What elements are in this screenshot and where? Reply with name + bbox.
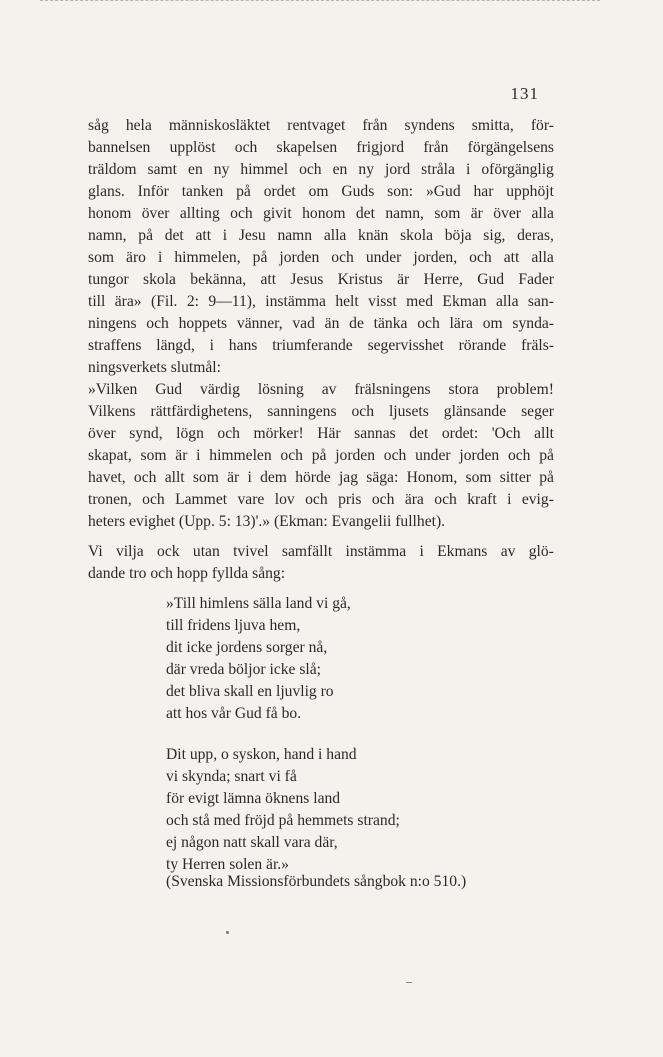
text-line: dande tro och hopp fyllda sång: (88, 565, 286, 582)
poem-line: ty Herren solen är.» (166, 856, 289, 873)
poem-line: där vreda böljor icke slå; (166, 661, 322, 678)
text-line: Vi vilja ock utan tvivel samfällt instämma i Ekmans av glö- (88, 543, 554, 560)
text-line: såg hela människosläktet rentvaget från syndens smitta, för- (88, 117, 554, 134)
text-line: namn, på det att i Jesu namn alla knän skola böja sig, deras, (88, 227, 554, 244)
quote-paragraph (88, 379, 554, 533)
paragraph-1 (88, 115, 554, 379)
poem-line: och stå med fröjd på hemmets strand; (166, 812, 400, 829)
body-text (88, 115, 554, 585)
poem-stanza-1 (166, 593, 546, 725)
text-line: straffens längd, i hans triumferande segervisshet rörande fräls- (88, 337, 554, 354)
stanza-gap (166, 725, 546, 744)
text-line: bannelsen upplöst och skapelsen frigjord från förgängelsens (88, 139, 554, 156)
paper-speck (226, 931, 229, 934)
text-line: till ära» (Fil. 2: 9—11), instämma helt visst med Ekman alla san- (88, 293, 554, 310)
poem-line: att hos vår Gud få bo. (166, 705, 302, 722)
text-line: som äro i himmelen, på jorden och under jorden, och att alla (88, 249, 554, 266)
page-number: 131 (510, 84, 539, 103)
paragraph-2 (88, 541, 554, 585)
poem-line: för evigt lämna öknens land (166, 790, 341, 807)
poem-line: dit icke jordens sorger nå, (166, 639, 328, 656)
poem-stanza-2 (166, 744, 546, 876)
text-line: »Vilken Gud värdig lösning av frälsningens stora problem! (88, 381, 554, 398)
poem-line: »Till himlens sälla land vi gå, (166, 595, 351, 612)
text-line: heters evighet (Upp. 5: 13)'.» (Ekman: Evangelii fullhet). (88, 513, 446, 530)
text-line: ningens och hoppets vänner, vad än de tänka och lära om synda- (88, 315, 554, 332)
paper-mark (406, 982, 412, 983)
text-line: ningsverkets slutmål: (88, 359, 221, 376)
poem-line: det bliva skall en ljuvlig ro (166, 683, 334, 700)
text-line: träldom samt en ny himmel och en ny jord stråla i oförgänglig (88, 161, 554, 178)
page-top-edge (40, 0, 600, 3)
paragraph-gap (88, 533, 554, 541)
text-line: honom över allting och givit honom det namn, som är över alla (88, 205, 554, 222)
poem-line: ej någon natt skall vara där, (166, 834, 338, 851)
text-line: skapat, som är i himmelen och på jorden och under jorden och på (88, 447, 554, 464)
text-line: havet, och allt som är i dem hörde jag säga: Honom, som sitter på (88, 469, 554, 486)
poem-source-citation: (Svenska Missionsförbundets sångbok n:o 510.) (166, 873, 467, 890)
text-line: tronen, och Lammet vare lov och pris och ära och kraft i evig- (88, 491, 554, 508)
text-line: över synd, lögn och mörker! Här sannas det ordet: 'Och allt (88, 425, 554, 442)
poem-line: vi skynda; snart vi få (166, 768, 297, 785)
text-line: glans. Inför tanken på ordet om Guds son: »Gud har upphöjt (88, 183, 554, 200)
text-line: tungor skola bekänna, att Jesus Kristus är Herre, Gud Fader (88, 271, 554, 288)
poem (166, 593, 546, 876)
poem-line: till fridens ljuva hem, (166, 617, 301, 634)
poem-line: Dit upp, o syskon, hand i hand (166, 746, 357, 763)
text-line: Vilkens rättfärdighetens, sanningens och ljusets glänsande seger (88, 403, 554, 420)
